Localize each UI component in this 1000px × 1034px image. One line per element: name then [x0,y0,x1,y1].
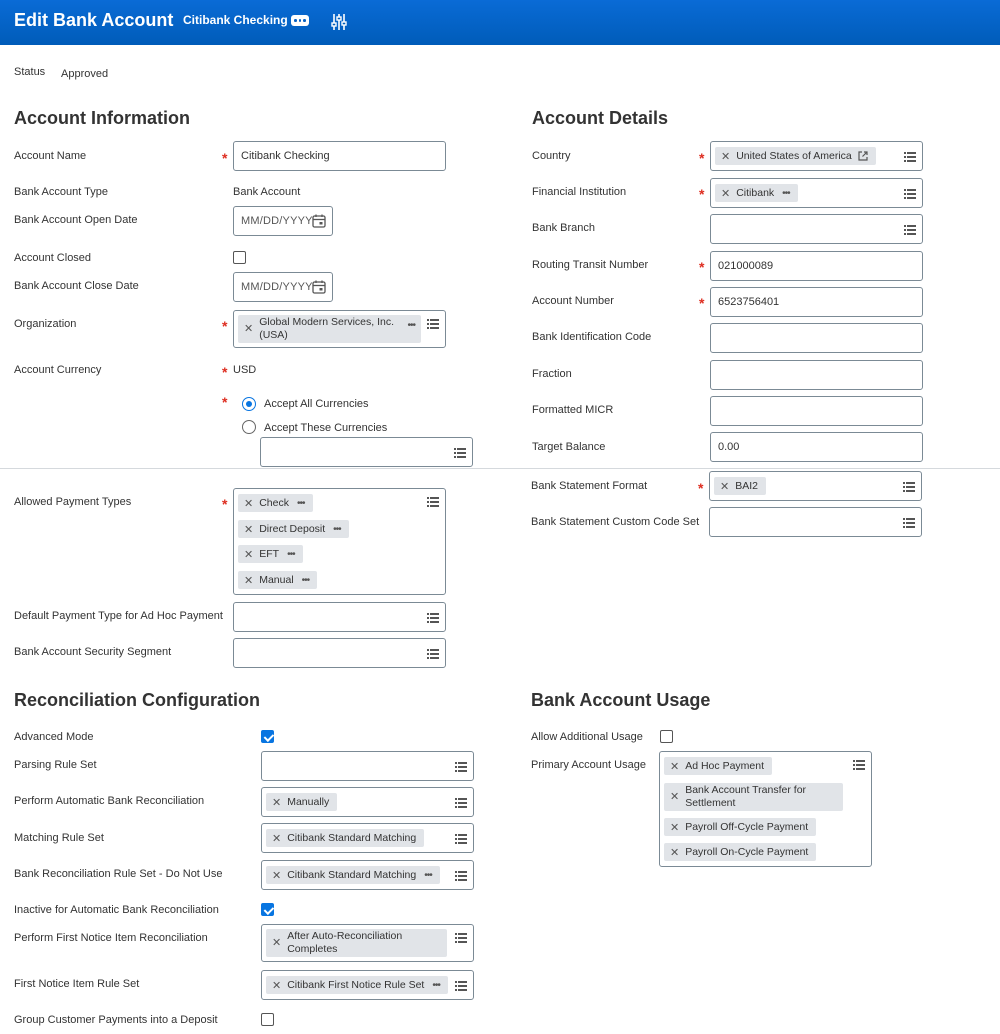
parsing-rule-set-prompt[interactable] [261,751,474,781]
first-notice-rule-set-prompt[interactable] [261,970,474,1000]
formatted-micr-label: Formatted MICR [532,404,614,416]
first-notice-rule-set-label: First Notice Item Rule Set [14,978,140,990]
more-dots-icon[interactable]: ••• [424,869,432,881]
payment-type-pill-check[interactable] [238,494,313,512]
first-notice-rule-set-value: Citibank First Notice Rule Set [287,979,425,991]
remove-icon[interactable]: ✕ [244,548,254,561]
first-notice-rule-set-pill[interactable] [266,976,448,994]
list-icon[interactable] [903,518,915,528]
required-marker: * [699,259,705,275]
more-dots-icon[interactable]: ••• [432,979,440,991]
required-marker: * [699,186,705,202]
remove-icon[interactable]: ✕ [244,523,254,536]
more-dots-icon[interactable]: ••• [407,320,415,331]
rule-set-do-not-use-pill[interactable] [266,866,440,884]
status-label: Status [14,66,46,78]
list-icon[interactable] [455,981,467,991]
statement-format-value: BAI2 [735,480,758,492]
bank-account-type-label: Bank Account Type [14,186,108,198]
remove-icon[interactable]: ✕ [721,150,731,163]
page-header [0,0,1000,45]
accept-all-currencies-radio[interactable] [242,397,256,411]
close-date-label: Bank Account Close Date [14,280,139,292]
list-icon[interactable] [904,225,916,235]
more-dots-icon[interactable]: ••• [333,523,341,535]
list-icon[interactable] [455,834,467,844]
remove-icon[interactable]: ✕ [670,821,680,834]
usage-item-label: Payroll On-Cycle Payment [685,846,809,858]
section-divider [0,468,1000,469]
more-dots-icon[interactable]: ••• [296,497,305,509]
inactive-auto-label: Inactive for Automatic Bank Reconciliation [14,904,219,916]
account-number-value: 6523756401 [718,296,780,308]
payment-type-label: Manual [259,574,294,586]
list-icon[interactable] [455,871,467,881]
payment-type-label: EFT [259,548,280,560]
organization-value-line2: (USA) [259,329,288,341]
related-actions-icon[interactable] [331,13,347,31]
account-closed-checkbox[interactable] [233,251,246,264]
usage-item-label: Payroll Off-Cycle Payment [685,821,809,833]
default-payment-type-prompt[interactable] [233,602,446,632]
accept-these-currencies-radio[interactable] [242,420,256,434]
country-prompt[interactable] [710,141,923,171]
usage-pill-off-cycle[interactable] [664,818,816,836]
usage-pill-on-cycle[interactable] [664,843,816,861]
usage-item-label: Bank Account Transfer for [685,784,807,796]
financial-institution-pill[interactable] [715,184,798,202]
account-details-heading: Account Details [532,108,669,128]
remove-icon[interactable]: ✕ [272,832,282,845]
payment-type-pill-direct-deposit[interactable] [238,520,349,538]
list-icon[interactable] [427,319,439,329]
perform-auto-label: Perform Automatic Bank Reconciliation [14,795,205,807]
reconciliation-heading: Reconciliation Configuration [14,690,260,710]
account-closed-label: Account Closed [14,252,92,264]
first-notice-prompt[interactable] [261,924,474,962]
usage-heading: Bank Account Usage [531,690,711,710]
bank-id-code-label: Bank Identification Code [532,331,652,343]
account-number-label: Account Number [532,295,614,307]
remove-icon[interactable]: ✕ [272,796,282,809]
accept-all-currencies-label: Accept All Currencies [264,398,369,410]
financial-institution-prompt[interactable] [710,178,923,208]
account-number-input[interactable] [710,287,923,317]
rule-set-do-not-use-value: Citibank Standard Matching [287,869,417,881]
parsing-rule-set-label: Parsing Rule Set [14,759,97,771]
close-date-placeholder: MM/DD/YYYY [241,281,313,293]
first-notice-value-line1: After Auto-Reconciliation [287,930,403,942]
required-marker: * [222,496,228,512]
list-icon[interactable] [427,497,439,507]
more-dots-icon[interactable]: ••• [782,187,790,199]
organization-pill[interactable] [238,315,421,343]
remove-icon[interactable]: ✕ [272,936,282,949]
custom-code-set-label: Bank Statement Custom Code Set [531,516,700,528]
rule-set-do-not-use-prompt[interactable] [261,860,474,890]
statement-format-label: Bank Statement Format [531,480,648,492]
required-marker: * [698,480,704,496]
open-date-input[interactable] [233,206,333,236]
bank-id-code-input[interactable] [710,323,923,353]
account-name-input[interactable] [233,141,446,171]
security-segment-prompt[interactable] [233,638,446,668]
list-icon[interactable] [454,448,466,458]
page-subtitle: Citibank Checking [183,13,288,27]
account-name-value: Citibank Checking [241,150,330,162]
list-icon[interactable] [455,798,467,808]
perform-auto-pill[interactable] [266,793,337,811]
advanced-mode-checkbox[interactable] [261,730,274,743]
account-name-label: Account Name [14,150,87,162]
advanced-mode-label: Advanced Mode [14,731,94,743]
security-segment-label: Bank Account Security Segment [14,646,172,658]
payment-type-pill-manual[interactable] [238,571,317,589]
custom-code-set-prompt[interactable] [709,507,922,537]
perform-auto-value: Manually [287,796,330,808]
perform-auto-prompt[interactable] [261,787,474,817]
usage-pill-ad-hoc[interactable] [664,757,772,775]
status-value: Approved [61,68,109,80]
allow-additional-label: Allow Additional Usage [531,731,643,743]
required-marker: * [699,150,705,166]
list-icon[interactable] [455,933,467,943]
bank-account-type-value: Bank Account [233,186,301,198]
financial-institution-value: Citibank [736,187,775,199]
more-dots-icon[interactable]: ••• [301,574,310,586]
remove-icon[interactable]: ✕ [272,869,282,882]
default-payment-type-label: Default Payment Type for Ad Hoc Payment [14,610,223,622]
country-value: United States of America [736,150,852,162]
allowed-payment-types-prompt[interactable] [233,488,446,595]
open-date-placeholder: MM/DD/YYYY [241,215,313,227]
list-icon[interactable] [903,482,915,492]
usage-item-label: Ad Hoc Payment [685,760,765,772]
account-currency-value: USD [233,364,257,376]
remove-icon[interactable]: ✕ [272,979,282,992]
statement-format-pill[interactable] [714,477,766,495]
country-label: Country [532,150,571,162]
page-title: Edit Bank Account [14,10,174,30]
accept-these-currencies-label: Accept These Currencies [264,422,388,434]
calendar-icon[interactable] [312,280,326,294]
financial-institution-label: Financial Institution [532,186,627,198]
list-icon[interactable] [853,760,865,770]
bank-branch-prompt[interactable] [710,214,923,244]
required-marker: * [222,150,228,166]
payment-type-label: Direct Deposit [259,523,326,535]
matching-rule-set-value: Citibank Standard Matching [287,832,417,844]
remove-icon[interactable]: ✕ [721,187,731,200]
primary-usage-label: Primary Account Usage [531,759,646,771]
required-marker: * [222,394,228,410]
formatted-micr-input[interactable] [710,396,923,426]
account-currency-label: Account Currency [14,364,102,376]
external-link-icon[interactable] [858,151,868,161]
inactive-auto-checkbox[interactable] [261,903,274,916]
payment-type-label: Check [259,497,289,509]
target-balance-label: Target Balance [532,441,606,453]
first-notice-value-line2: Completes [287,943,338,955]
fraction-label: Fraction [532,368,572,380]
fraction-input[interactable] [710,360,923,390]
allow-additional-checkbox[interactable] [660,730,673,743]
group-payments-label: Group Customer Payments into a Deposit [14,1014,218,1026]
allowed-payment-types-label: Allowed Payment Types [14,496,132,508]
remove-icon[interactable]: ✕ [670,790,680,803]
group-payments-checkbox[interactable] [261,1013,274,1026]
account-information-heading: Account Information [14,108,190,128]
close-date-input[interactable] [233,272,333,302]
primary-usage-prompt[interactable] [659,751,872,867]
usage-pill-transfer[interactable] [664,783,843,811]
routing-number-input[interactable] [710,251,923,281]
matching-rule-set-prompt[interactable] [261,823,474,853]
more-dots-icon[interactable] [291,15,309,26]
target-balance-value: 0.00 [718,441,740,453]
country-pill[interactable] [715,147,876,165]
remove-icon[interactable]: ✕ [670,846,680,859]
rule-set-do-not-use-label: Bank Reconciliation Rule Set - Do Not Use [14,868,223,880]
calendar-icon[interactable] [312,214,326,228]
bank-branch-label: Bank Branch [532,222,595,234]
matching-rule-set-pill[interactable] [266,829,424,847]
remove-icon[interactable]: ✕ [670,760,680,773]
list-icon[interactable] [455,762,467,772]
statement-format-prompt[interactable] [709,471,922,501]
remove-icon[interactable]: ✕ [720,480,730,493]
matching-rule-set-label: Matching Rule Set [14,832,104,844]
list-icon[interactable] [427,613,439,623]
remove-icon[interactable]: ✕ [244,574,254,587]
organization-prompt[interactable] [233,310,446,348]
open-date-label: Bank Account Open Date [14,214,138,226]
more-dots-icon[interactable]: ••• [287,548,295,560]
usage-item-label: Settlement [685,797,736,809]
routing-number-label: Routing Transit Number [532,259,649,271]
list-icon[interactable] [904,189,916,199]
payment-type-pill-eft[interactable] [238,545,303,563]
remove-icon[interactable]: ✕ [244,497,254,510]
list-icon[interactable] [904,152,916,162]
currencies-prompt[interactable] [260,437,473,467]
target-balance-input[interactable] [710,432,923,462]
list-icon[interactable] [427,649,439,659]
routing-number-value: 021000089 [718,260,774,272]
organization-value-line1: Global Modern Services, Inc. [259,316,395,328]
first-notice-label: Perform First Notice Item Reconciliation [14,932,208,944]
required-marker: * [222,318,228,334]
first-notice-pill[interactable] [266,929,447,957]
required-marker: * [699,295,705,311]
organization-label: Organization [14,318,77,330]
required-marker: * [222,364,228,380]
remove-icon[interactable]: ✕ [244,322,254,335]
